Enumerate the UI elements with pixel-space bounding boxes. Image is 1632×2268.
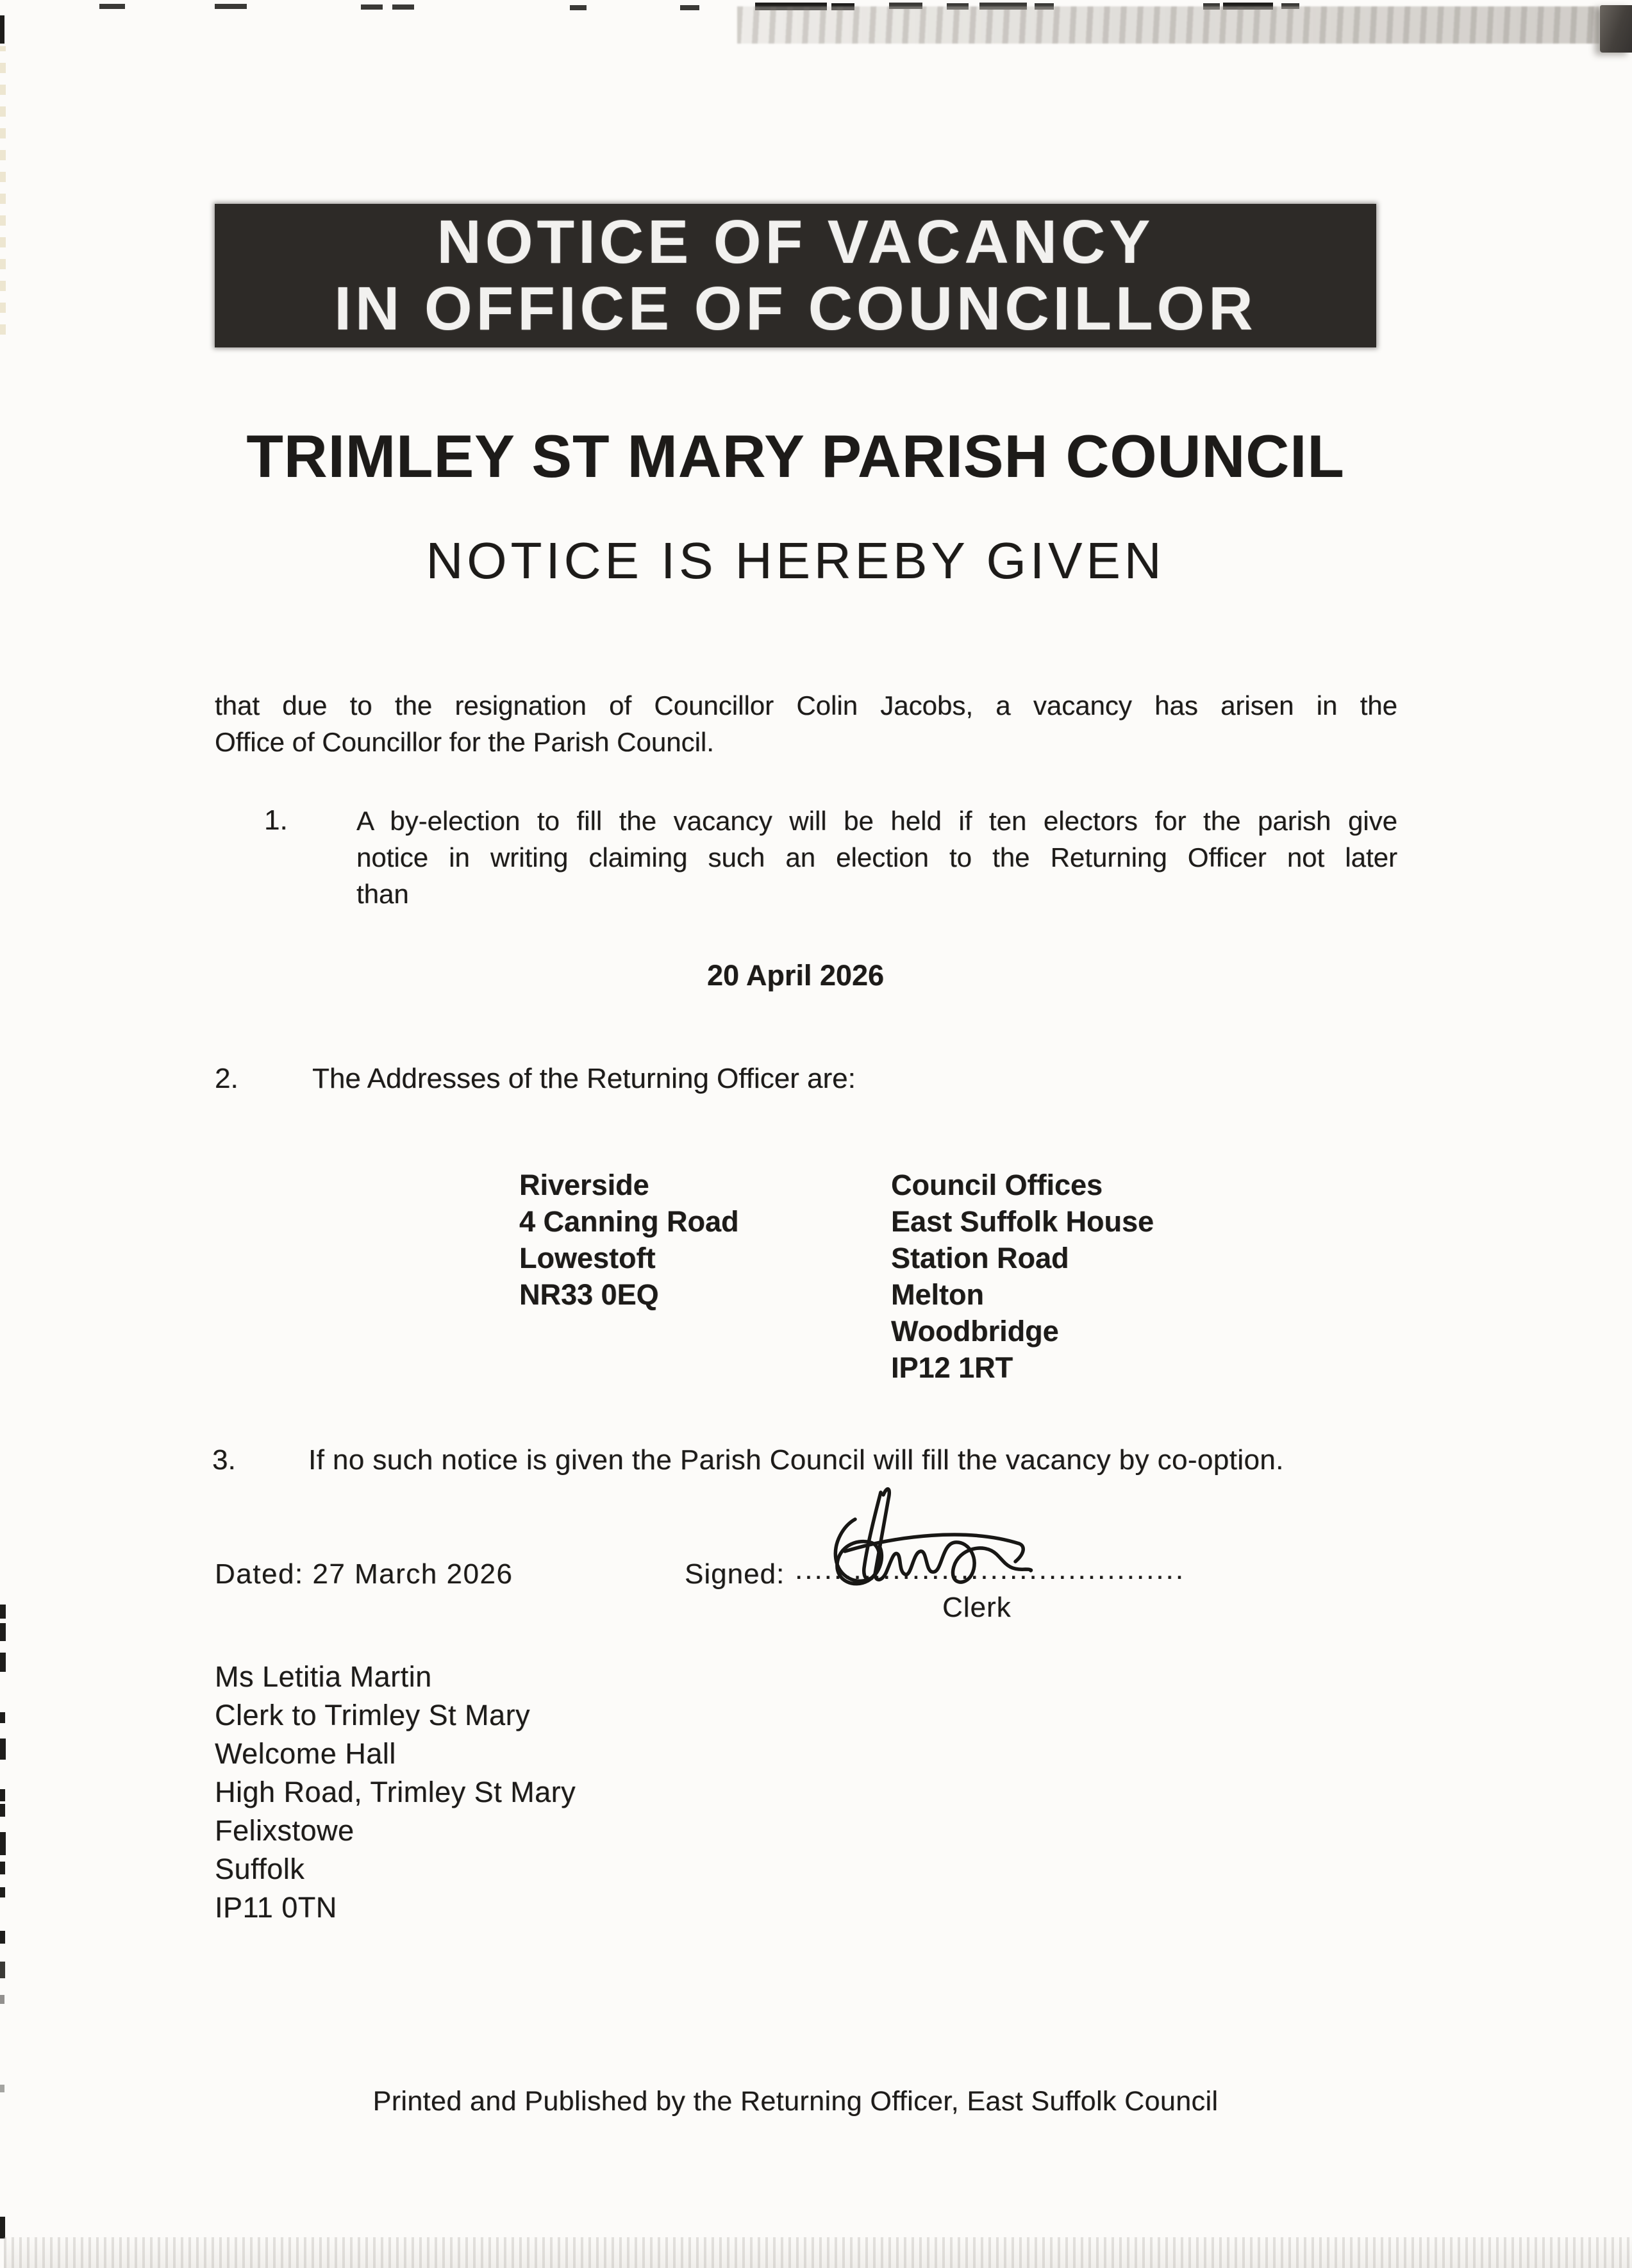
intro-paragraph xyxy=(215,687,1397,760)
scan-artifact-left-dash xyxy=(0,1623,6,1641)
address-line: NR33 0EQ xyxy=(519,1278,659,1311)
item-1-line-3: than xyxy=(356,879,409,909)
intro-line-2: Office of Councillor for the Parish Council. xyxy=(215,727,714,757)
signature-scribble-icon xyxy=(819,1482,1035,1590)
notice-banner xyxy=(215,204,1376,347)
scan-artifact-left-dash xyxy=(0,1653,6,1672)
clerk-address-line: Ms Letitia Martin xyxy=(215,1660,432,1693)
address-line: Melton xyxy=(891,1278,984,1311)
scan-artifact-left-dash xyxy=(0,1887,5,1897)
signature-dotted-line: ........................................ xyxy=(795,1554,1185,1585)
intro-line-1: that due to the resignation of Councillor Colin Jacobs, a vacancy has arisen in the xyxy=(215,690,1397,721)
returning-officer-address-2 xyxy=(891,1167,1154,1386)
scan-artifact-top-dash xyxy=(215,4,247,9)
scan-artifact-top-dash xyxy=(99,4,125,9)
council-name-heading: TRIMLEY ST MARY PARISH COUNCIL xyxy=(246,422,1345,490)
scan-artifact-left-dash xyxy=(0,1995,4,2004)
clerk-address-line: Suffolk xyxy=(215,1853,305,1885)
scan-artifact-left-dash xyxy=(0,2085,4,2092)
clerk-address-line: Felixstowe xyxy=(215,1814,354,1847)
scan-artifact-left-dash xyxy=(0,1832,6,1855)
scan-artifact-left-dash xyxy=(0,2217,5,2239)
clerk-address-line: IP11 0TN xyxy=(215,1891,337,1924)
scan-artifact-corner-blob xyxy=(1600,5,1632,53)
address-line: Woodbridge xyxy=(891,1315,1059,1347)
scan-artifact-bottom-band xyxy=(4,2237,1632,2268)
scan-artifact-left-dash xyxy=(0,1804,5,1817)
clerk-address-line: High Road, Trimley St Mary xyxy=(215,1776,576,1808)
dated-text: Dated: 27 March 2026 xyxy=(215,1558,513,1590)
banner-title-line-1: NOTICE OF VACANCY xyxy=(437,208,1154,276)
scan-artifact-left-dash xyxy=(0,1712,5,1723)
scan-artifact-top-dash xyxy=(361,4,383,10)
banner-title-line-2: IN OFFICE OF COUNCILLOR xyxy=(334,274,1257,343)
address-line: IP12 1RT xyxy=(891,1351,1013,1384)
item-1-line-2: notice in writing claiming such an election to the Returning Officer not later xyxy=(356,842,1397,872)
scan-artifact-left-bar xyxy=(0,15,4,44)
scan-artifact-left-dash xyxy=(0,1862,5,1874)
item-3-number: 3. xyxy=(212,1444,236,1476)
scan-artifact-top-dash xyxy=(680,5,699,10)
item-2-text: The Addresses of the Returning Officer are: xyxy=(312,1063,856,1094)
returning-officer-address-1 xyxy=(519,1167,739,1313)
address-line: Station Road xyxy=(891,1242,1069,1274)
address-line: Riverside xyxy=(519,1169,649,1201)
clerk-role-label: Clerk xyxy=(942,1592,1012,1623)
address-line: Lowestoft xyxy=(519,1242,656,1274)
scan-artifact-top-dash xyxy=(570,5,587,10)
scan-artifact-left-dash xyxy=(0,1605,6,1619)
scan-artifact-left-dash xyxy=(0,1789,5,1801)
clerk-address-block xyxy=(215,1658,576,1927)
address-line: Council Offices xyxy=(891,1169,1103,1201)
item-1-line-1: A by-election to fill the vacancy will be held if ten electors for the parish give xyxy=(356,806,1397,836)
notice-given-heading: NOTICE IS HEREBY GIVEN xyxy=(426,532,1165,589)
scan-artifact-left-dash xyxy=(0,1739,6,1760)
scan-artifact-left-dash xyxy=(0,1931,5,1944)
clerk-address-line: Clerk to Trimley St Mary xyxy=(215,1699,531,1731)
scan-artifact-left-dash xyxy=(0,1962,5,1978)
footer-imprint: Printed and Published by the Returning Officer, East Suffolk Council xyxy=(372,2086,1219,2117)
address-line: 4 Canning Road xyxy=(519,1205,739,1238)
item-2-number: 2. xyxy=(215,1063,238,1094)
signed-label: Signed: xyxy=(685,1558,785,1590)
item-1-number: 1. xyxy=(264,805,288,836)
signature-image xyxy=(819,1482,1035,1590)
scan-artifact-gray-band xyxy=(737,6,1599,44)
item-3-text: If no such notice is given the Parish Council will fill the vacancy by co-option. xyxy=(308,1444,1284,1476)
deadline-date: 20 April 2026 xyxy=(707,959,884,992)
address-line: East Suffolk House xyxy=(891,1205,1154,1238)
scan-artifact-left-strip xyxy=(0,46,6,335)
clerk-address-line: Welcome Hall xyxy=(215,1737,396,1770)
item-1-text xyxy=(356,803,1397,912)
scan-artifact-top-dash xyxy=(392,4,414,10)
